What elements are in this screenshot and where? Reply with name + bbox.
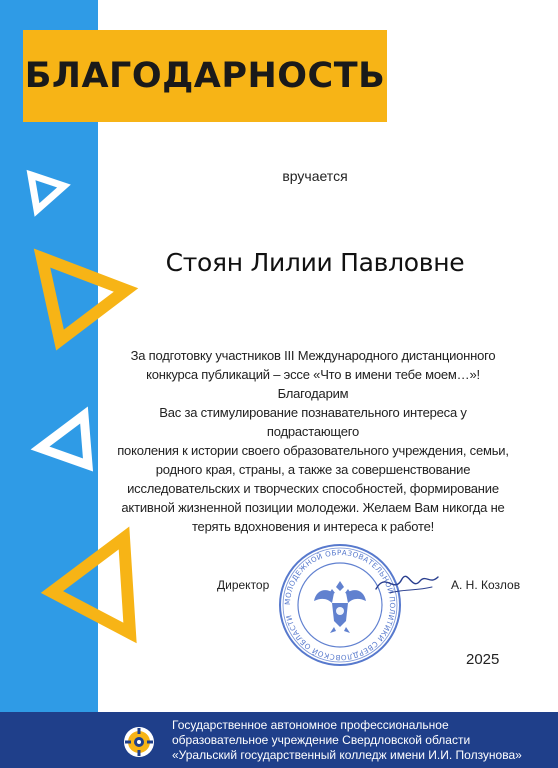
body-line: родного края, страны, а также за совершенствование: [155, 462, 471, 477]
seal-ring-text: МОЛОДЕЖНОЙ ОБРАЗОВАТЕЛЬНОЙ ПОЛИТИКИ СВЕРДЛОВСКОЙ ОБЛАСТИ: [282, 547, 398, 663]
footer-line: Государственное автономное профессиональное: [172, 718, 449, 732]
recipient-name: Стоян Лилии Павловне: [165, 248, 465, 277]
white-triangle-top: [31, 175, 64, 210]
body-line: исследовательских и творческих способностей, формирование: [127, 481, 499, 496]
director-name: А. Н. Козлов: [451, 578, 521, 592]
body-line: терять вдохновения и интереса к работе!: [191, 519, 435, 534]
yellow-triangle-upper: [42, 258, 126, 340]
certificate-body: [112, 346, 514, 536]
body-line: поколения к истории своего образовательного учреждения, семьи,: [117, 443, 509, 458]
director-signature: [372, 565, 442, 599]
footer-institution-text: [172, 718, 552, 763]
director-label: Директор: [217, 578, 270, 592]
body-line: конкурса публикаций – эссе «Что в имени тебе моем…»! Благодарим: [146, 367, 480, 401]
presented-label: вручается: [282, 168, 348, 184]
certificate-title: БЛАГОДАРНОСТЬ: [24, 56, 386, 96]
certificate-year: 2025: [466, 651, 500, 668]
body-line: За подготовку участников III Международного дистанционного: [130, 348, 496, 363]
body-line: Вас за стимулирование познавательного интереса у подрастающего: [159, 405, 467, 439]
footer-line: образовательное учреждение Свердловской области: [172, 733, 471, 747]
title-banner: [23, 30, 387, 122]
college-logo-icon: [122, 725, 156, 759]
body-line: активной жизненной позиции молодежи. Желаем Вам никогда не: [121, 500, 505, 515]
footer-line: «Уральский государственный колледж имени И.И. Ползунова»: [172, 748, 522, 762]
official-seal: [278, 543, 402, 667]
yellow-triangle-lower: [52, 538, 130, 633]
white-triangle-middle: [40, 415, 88, 465]
